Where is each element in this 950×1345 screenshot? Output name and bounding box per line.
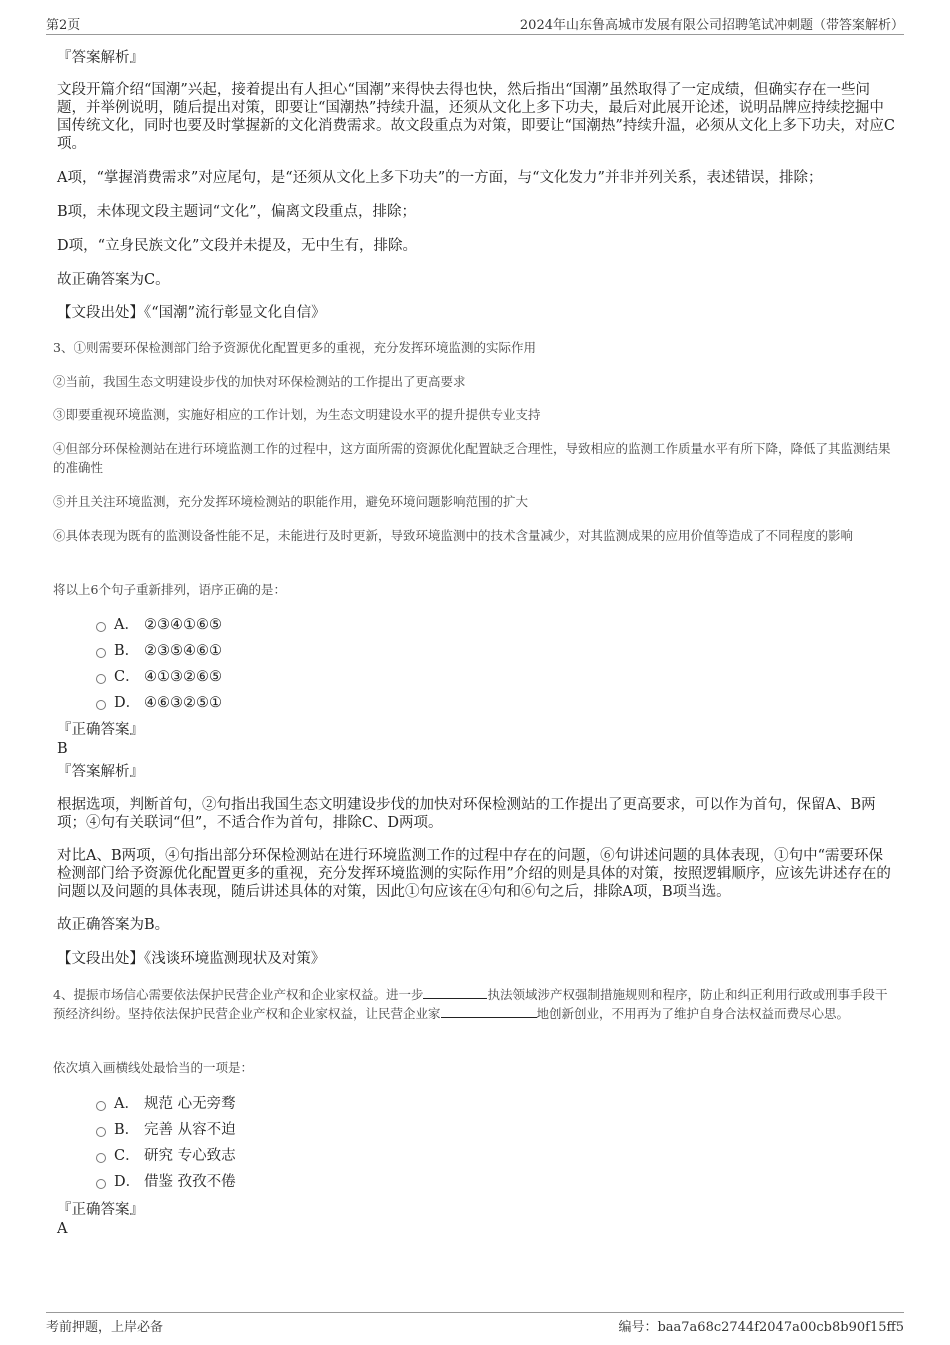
q2-analysis-paragraph: 文段开篇介绍“国潮”兴起，接着提出有人担心“国潮”来得快去得也快，然后指出“国潮”虽然取得了一定成绩，但确实存在一些问题，并举例说明，随后提出对策，即要让“国潮热”持续升温，还须从文化上多下功夫，最后对此展开论述，说明品牌应持续挖掘中国传统文化，同时也要及时掌握新的文化消费需求。故文段重点为对策，即要让“国潮热”持续升温，必须从文化上多下功夫，对应C项。 <box>57 82 895 152</box>
radio-icon[interactable] <box>96 1101 106 1111</box>
radio-icon[interactable] <box>96 674 106 684</box>
q3-option-b[interactable]: B． ②③⑤④⑥① <box>96 642 222 660</box>
radio-icon[interactable] <box>96 1153 106 1163</box>
page-footer <box>46 1312 904 1336</box>
q3-option-a[interactable]: A． ②③④①⑥⑤ <box>96 616 222 634</box>
radio-icon[interactable] <box>96 622 106 632</box>
q4-option-a[interactable]: A． 规范 心无旁骛 <box>96 1095 236 1113</box>
q4-option-b[interactable]: B． 完善 从容不迫 <box>96 1121 236 1139</box>
page-number: 第2页 <box>46 18 81 33</box>
radio-icon[interactable] <box>96 1179 106 1189</box>
q3-answer: B <box>57 741 68 757</box>
q3-analysis-label: 『答案解析』 <box>57 764 144 780</box>
q2-analysis-label: 『答案解析』 <box>57 50 144 66</box>
page-header <box>46 14 904 35</box>
q4-option-d[interactable]: D． 借鉴 孜孜不倦 <box>96 1173 236 1191</box>
q2-analysis-option-a: A项，“掌握消费需求”对应尾句，是“还须从文化上多下功夫”的一方面，与“文化发力”并非并列关系，表述错误，排除； <box>57 170 823 186</box>
q3-sentence-3: ③即要重视环境监测，实施好相应的工作计划，为生态文明建设水平的提升提供专业支持 <box>53 407 541 422</box>
q4-blank-2 <box>441 1005 537 1018</box>
q3-answer-label: 『正确答案』 <box>57 722 144 738</box>
radio-icon[interactable] <box>96 1127 106 1137</box>
radio-icon[interactable] <box>96 700 106 710</box>
q2-analysis-option-d: D项，“立身民族文化”文段并未提及，无中生有，排除。 <box>57 238 417 254</box>
radio-icon[interactable] <box>96 648 106 658</box>
q4-answer-label: 『正确答案』 <box>57 1202 144 1218</box>
q3-analysis-paragraph-1: 根据选项，判断首句，②句指出我国生态文明建设步伐的加快对环保检测站的工作提出了更高要求，可以作为首句，保留A、B两项；④句有关联词“但”，不适合作为首句，排除C、D两项。 <box>57 797 876 831</box>
document-title: 2024年山东鲁高城市发展有限公司招聘笔试冲刺题（带答案解析） <box>519 18 904 33</box>
q3-sentence-2: ②当前，我国生态文明建设步伐的加快对环保检测站的工作提出了更高要求 <box>53 374 466 389</box>
q4-blank-1 <box>423 986 487 999</box>
q3-option-c[interactable]: C． ④①③②⑥⑤ <box>96 668 222 686</box>
q3-sentence-5: ⑤并且关注环境监测，充分发挥环境检测站的职能作用，避免环境问题影响范围的扩大 <box>53 494 529 509</box>
q3-conclusion: 故正确答案为B。 <box>57 917 170 933</box>
q4-prompt: 依次填入画横线处最恰当的一项是： <box>53 1060 254 1075</box>
q2-analysis-option-b: B项，未体现文段主题词“文化”，偏离文段重点，排除； <box>57 204 416 220</box>
q3-analysis-paragraph-2: 对比A、B两项，④句指出部分环保检测站在进行环境监测工作的过程中存在的问题，⑥句讲述问题的具体表现，①句中“需要环保检测部门给予资源优化配置更多的重视，充分发挥环境监测的实际作用”介绍的则是具体的对策，按照逻辑顺序，应该先讲述存在的问题以及问题的具体表现，随后讲述具体的对策，因此①句应该在④句和⑥句之后，排除A项，B项当选。 <box>57 848 891 900</box>
q3-prompt: 将以上6个句子重新排列，语序正确的是： <box>53 582 286 597</box>
q4-stem: 4、提振市场信心需要依法保护民营企业产权和企业家权益。进一步 执法领域涉产权强制措施规则和程序，防止和纠正利用行政或刑事手段干预经济纠纷。坚持依法保护民营企业产权和企业家权益，让民营企业家 地创新创业，不用再为了维护自身合法权益而费尽心思。 <box>53 987 888 1021</box>
q3-sentence-1: 3、①则需要环保检测部门给予资源优化配置更多的重视，充分发挥环境监测的实际作用 <box>53 340 536 355</box>
footer-slogan: 考前押题，上岸必备 <box>46 1320 164 1335</box>
q3-sentence-6: ⑥具体表现为既有的监测设备性能不足，未能进行及时更新，导致环境监测中的技术含量减少，对其监测成果的应用价值等造成了不同程度的影响 <box>53 528 854 543</box>
q2-source: 【文段出处】《“国潮”流行彰显文化自信》 <box>57 305 326 321</box>
q4-option-c[interactable]: C． 研究 专心致志 <box>96 1147 236 1165</box>
q3-option-d[interactable]: D． ④⑥③②⑤① <box>96 694 222 712</box>
q4-answer: A <box>57 1221 68 1237</box>
q3-sentence-4: ④但部分环保检测站在进行环境监测工作的过程中，这方面所需的资源优化配置缺乏合理性，导致相应的监测工作质量水平有所下降，降低了其监测结果的准确性 <box>53 441 891 475</box>
document-id: 编号：baa7a68c2744f2047a00cb8b90f15ff5 <box>618 1320 904 1335</box>
q3-source: 【文段出处】《浅谈环境监测现状及对策》 <box>57 951 326 967</box>
q2-conclusion: 故正确答案为C。 <box>57 272 170 288</box>
